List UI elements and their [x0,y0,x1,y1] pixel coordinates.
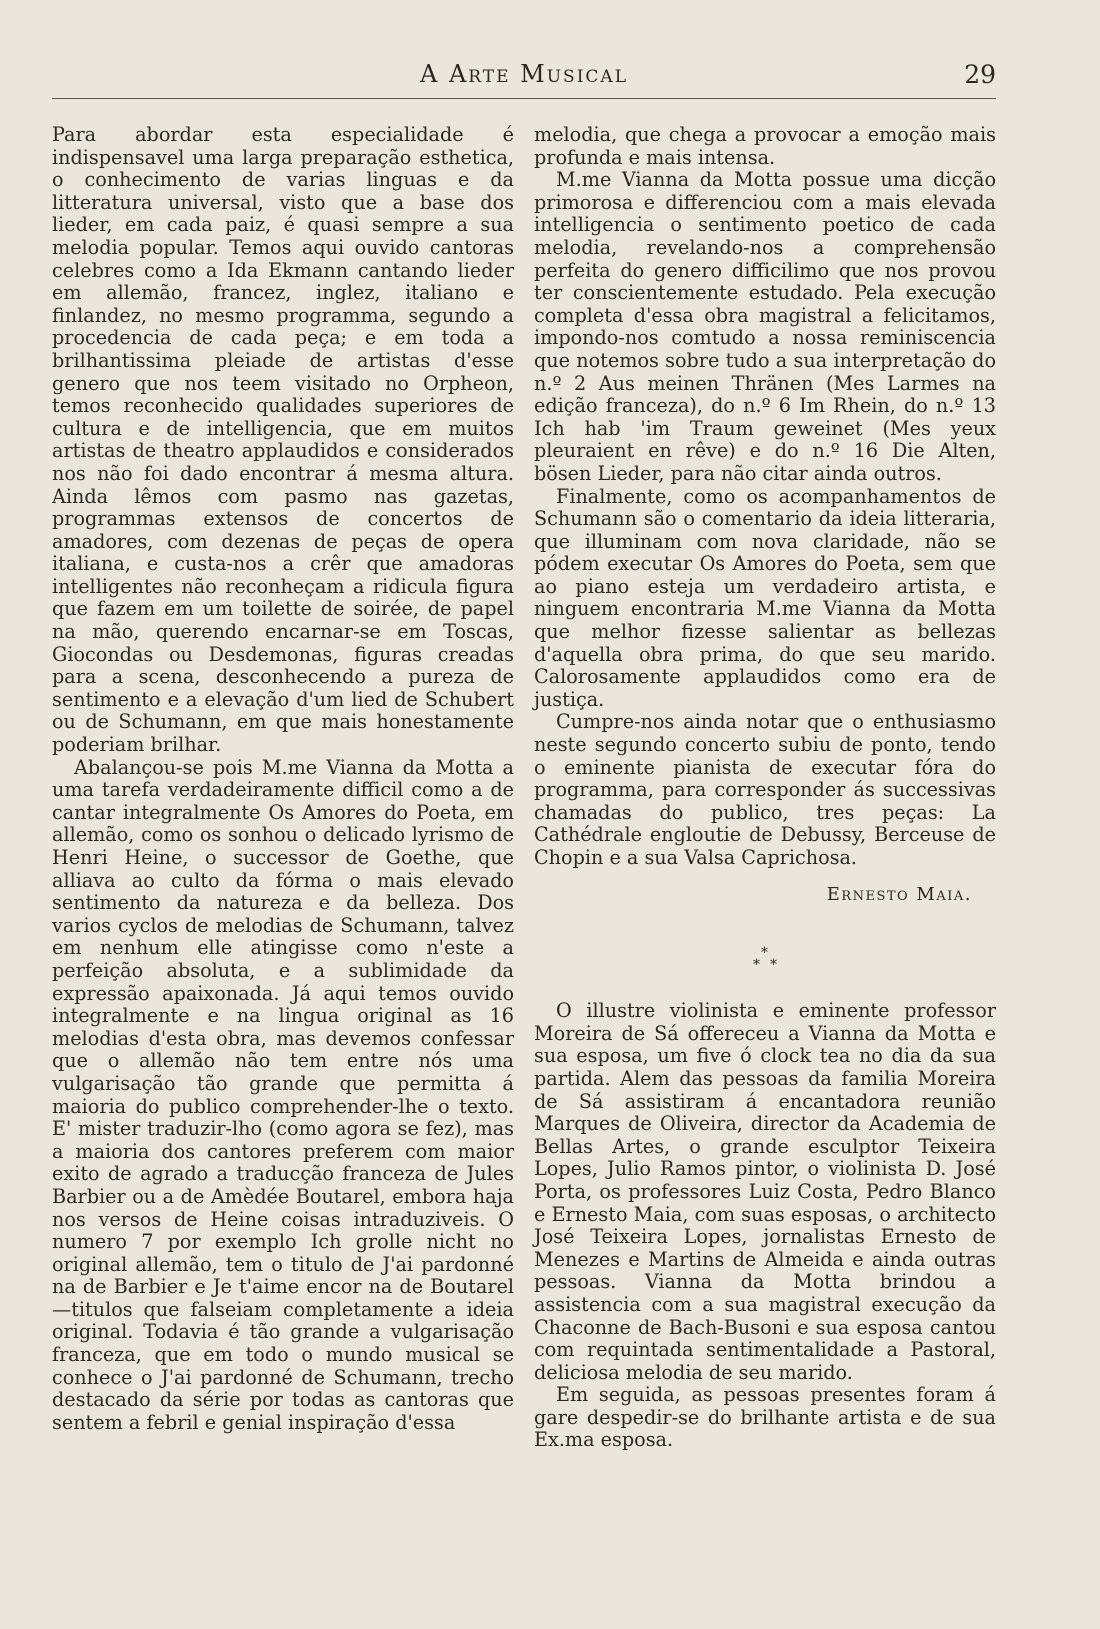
running-title: A Arte Musical [419,60,628,88]
left-column [52,124,514,1434]
article-paragraph: Cumpre-nos ainda notar que o enthusiasmo neste segundo concerto subiu de ponto, tendo o eminente pianista de executar fóra do programma, para corresponder ás successivas chamadas do publico, tres peças: La Cathédrale engloutie de Debussy, Berceuse de Chopin e a sua Valsa Caprichosa. [534,710,996,869]
page-header [52,56,996,96]
article-paragraph: M.me Vianna da Motta possue uma dicção primorosa e differenciou com a mais elevada intelligencia o sentimento poetico de cada melodia, revelando-nos a comprehensão perfeita do genero difficilimo que nos provou ter conscientemente estudado. Pela execução completa d'essa obra magistral a felicitamos, impondo-nos comtudo a nossa reminiscencia que notemos sobre tudo a sua interpretação do n.º 2 Aus meinen Thränen (Mes Larmes na edição franceza), do n.º 6 Im Rhein, do n.º 13 Ich hab 'im Traum geweinet (Mes yeux pleuraient en rêve) e do n.º 16 Die Alten, bösen Lieder, para não citar ainda outros. [534,168,996,485]
page-number: 29 [964,60,996,89]
right-column [534,124,996,1452]
article-paragraph: melodia, que chega a provocar a emoção mais profunda e mais intensa. [534,123,996,169]
header-rule [52,98,996,99]
author-signature: Ernesto Maia. [826,883,972,905]
article-paragraph: Finalmente, como os acompanhamentos de Schumann são o comentario da ideia litteraria, que illuminam com nova claridade, não se pódem executar Os Amores do Poeta, sem que ao piano esteja um verdadeiro artista, e ninguem encontraria M.me Vianna da Motta que melhor fizesse salientar as bellezas d'aquella obra prima, do que seu marido. Calorosamente applaudidos como era de justiça. [534,484,996,711]
asterism-star: * [761,945,768,962]
news-paragraph: Em seguida, as pessoas presentes foram á gare despedir-se do brilhante artista e de sua Ex.ma esposa. [534,1383,996,1452]
news-paragraph: O illustre violinista e eminente professor Moreira de Sá offereceu a Vianna da Motta e sua esposa, um five ó clock tea no dia da sua partida. Alem das pessoas da familia Moreira de Sá assistiram á encantadora reunião Marques de Oliveira, director da Academia de Bellas Artes, o grande esculptor Teixeira Lopes, Julio Ramos pintor, o violinista D. José Porta, os professores Luiz Costa, Pedro Blanco e Ernesto Maia, com suas esposas, o architecto José Teixeira Lopes, jornalistas Ernesto de Menezes e Martins de Almeida e ainda outras pessoas. Vianna da Motta brindou a assistencia com a sua magistral execução da Chaconne de Bach-Busoni e sua esposa cantou com requintada sentimentalidade a Pastoral, deliciosa melodia de seu marido. [534,999,996,1384]
section-asterism [534,926,996,988]
asterism-star: * [753,957,760,974]
article-paragraph: Para abordar esta especialidade é indispensavel uma larga preparação esthetica, o conhecimento de varias linguas e da litteratura universal, visto que a base dos lieder, em cada paiz, é quasi sempre a sua melodia popular. Temos aqui ouvido cantoras celebres como a Ida Ekmann cantando lieder em allemão, francez, inglez, italiano e finlandez, no mesmo programma, segundo a procedencia de cada peça; e em toda a brilhantissima pleiade de artistas d'esse genero que nos teem visitado no Orpheon, temos reconhecido qualidades superiores de cultura e de intelligencia, que em muitos artistas de theatro applaudidos e considerados nos não foi dado encontrar á mesma altura. Ainda lêmos com pasmo nas gazetas, programmas extensos de concertos de amadores, com dezenas de peças de opera italiana, e custa-nos a crêr que amadoras intelligentes não reconheçam a ridicula figura que fazem em um toilette de soirée, de papel na mão, querendo encarnar-se em Toscas, Giocondas ou Desdemonas, figuras creadas para a scena, desconhecendo a pureza de sentimento e a elevação d'um lied de Schubert ou de Schumann, em que mais honestamente poderiam brilhar. [52,123,514,757]
asterism-star: * [770,957,777,974]
article-paragraph: Abalançou-se pois M.me Vianna da Motta a uma tarefa verdadeiramente difficil como a de cantar integralmente Os Amores do Poeta, em allemão, como os sonhou o delicado lyrismo de Henri Heine, o successor de Goethe, que alliava ao culto da fórma o mais elevado sentimento da natureza e da belleza. Dos varios cyclos de melodias de Schumann, talvez em nenhum elle atingisse como n'este a perfeição absoluta, e a sublimidade da expressão apaixonada. Já aqui temos ouvido integralmente e na lingua original as 16 melodias d'esta obra, mas devemos confessar que o allemão não tem entre nós uma vulgarisação tão grande que permitta á maioria do publico comprehender-lhe o texto. E' mister traduzir-lho (como agora se fez), mas a maioria dos cantores preferem com maior exito de agrado a traducção franceza de Jules Barbier ou a de Amèdée Boutarel, embora haja nos versos de Heine coisas intraduziveis. O numero 7 por exemplo Ich grolle nicht no original allemão, tem o titulo de J'ai pardonné na de Barbier e Je t'aime encor na de Boutarel—titulos que falseiam completamente a ideia original. Todavia é tão grande a vulgarisação franceza, que em todo o mundo musical se conhece o J'ai pardonné de Schumann, trecho destacado da série por todas as cantoras que sentem a febril e genial inspiração d'essa [52,755,514,1434]
